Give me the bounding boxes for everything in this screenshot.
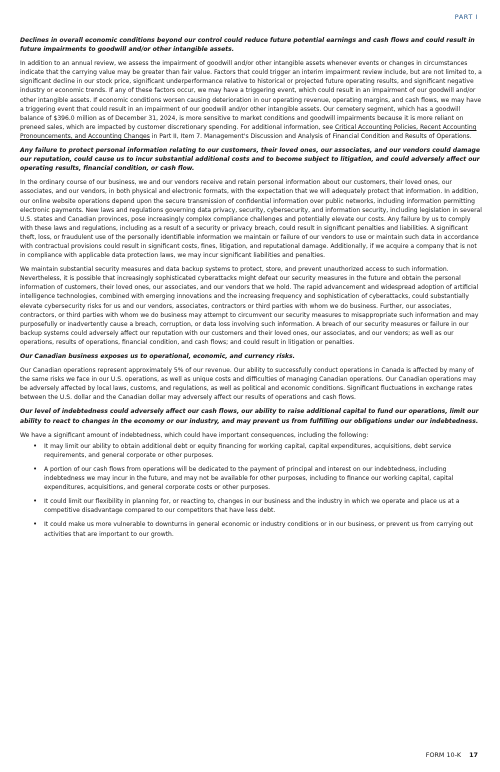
- indebtedness-consequences-list: [20, 442, 482, 539]
- paragraph-goodwill-impairment: [20, 59, 482, 141]
- risk-heading-personal-information: Any failure to protect personal information relating to our customers, their loved ones, our associates, and our vendors could damage our reputation, could cause us to incur substantial additional costs and to become subject to litigation, and could adversely affect our operating results, financial condition, or cash flow.: [20, 147, 480, 173]
- risk-heading-economic-conditions: Declines in overall economic conditions beyond our control could reduce future potential earnings and cash flows and could result in future impairments to goodwill and/or other intangible assets.: [20, 37, 475, 54]
- paragraph-text: In addition to an annual review, we assess the impairment of goodwill and/or other intangible assets whenever events or changes in circumstances indicate that the carrying value may be greater than fair value. Factors that could trigger an interim impairment review include, but are not limited to, a significant decline in our stock price, significant underperformance relative to historical or projected future operating results, and significant negative industry or economic trends. If any of these factors occur, we may have a triggering event, which could result in an impairment of our goodwill and/or other intangible assets. If economic conditions worsen causing deterioration in our operating revenue, operating margins, and cash flows, we may have a triggering event that could result in an impairment of our goodwill and/or other intangible assets. Our cemetery segment, which has a goodwill balance of $396.0 million as of December 31, 2024, is more sensitive to market conditions and goodwill impairments because it is more reliant on preneed sales, which are impacted by customer discretionary spending. For additional information, see: [20, 60, 482, 131]
- bullet-icon: •: [33, 464, 38, 473]
- list-item-text: It may limit our ability to obtain additional debt or equity financing for working capital, capital expenditures, acquisitions, debt service requirements, and general corporate or other purposes.: [44, 442, 452, 459]
- form-label: FORM 10-K: [425, 751, 462, 759]
- critical-accounting-policies-link[interactable]: Critical Accounting Policies, Recent Accounting Pronouncements, and Accounting Changes: [20, 123, 477, 140]
- paragraph-indebtedness-intro: We have a significant amount of indebtedness, which could have important consequences, including the following:: [20, 431, 369, 439]
- risk-heading-canadian-business: Our Canadian business exposes us to operational, economic, and currency risks.: [20, 353, 295, 360]
- page-footer: [426, 751, 478, 759]
- paragraph-personal-information: In the ordinary course of our business, we and our vendors receive and retain personal information about our customers, their loved ones, our associates, and our vendors, in both physical and electronic formats, with the expectation that we will adequately protect that information. In addition, our online website operations depend upon the secure transmission of confidential information over public networks, including information permitting electronic payments. New laws and regulations governing data privacy, security, cybersecurity, and information security, including legislation in several U.S. states and Canadian provinces, pose increasingly complex compliance challenges and potentially elevate our costs. Any failure by us to comply with these laws and regulations, including as a result of a security or privacy breach, could result in significant penalties and liabilities. A significant theft, loss, or fraudulent use of the personally identifiable information we maintain or failure of our vendors to use or maintain such data in accordance with contractual provisions could result in significant costs, fines, litigation, and reputational damage. Additionally, if we acquire a company that is not in compliance with applicable data protection laws, we may incur significant liabilities and penalties.: [20, 179, 482, 260]
- list-item-text: A portion of our cash flows from operations will be dedicated to the payment of principal and interest on our indebtedness, including indebtedness we may incur in the future, and may not be available for other purposes, including to finance our working capital, capital expenditures, acquisitions, and general corporate costs or other purposes.: [44, 465, 454, 492]
- part-label: PART I: [454, 13, 478, 21]
- list-item-text: It could make us more vulnerable to downturns in general economic or industry conditions or in our business, or prevent us from carrying out activities that are important to our growth.: [44, 521, 474, 538]
- list-item: [20, 497, 482, 515]
- bullet-icon: •: [33, 497, 38, 506]
- list-item: [20, 520, 482, 538]
- bullet-icon: •: [33, 520, 38, 529]
- risk-heading-indebtedness: Our level of indebtedness could adversely affect our cash flows, our ability to raise additional capital to fund our operations, limit our ability to react to changes in the economy or our industry, and may prevent us from fulfilling our obligations under our indebtedness.: [20, 408, 479, 425]
- list-item: [20, 442, 482, 460]
- list-item: [20, 465, 482, 492]
- bullet-icon: •: [33, 441, 38, 450]
- list-item-text: It could limit our flexibility in planning for, or reacting to, changes in our business and the industry in which we operate and place us at a competitive disadvantage compared to our competitors that have less debt.: [44, 498, 460, 515]
- document-body: [20, 36, 482, 544]
- paragraph-text: in Part II, Item 7. Management's Discussion and Analysis of Financial Condition and Results of Operations.: [149, 132, 472, 140]
- paragraph-security-measures: We maintain substantial security measures and data backup systems to protect, store, and prevent unauthorized access to such information. Nevertheless, it is possible that increasingly sophisticated cyberattacks might defeat our security measures in the future and obtain the personal information of customers, their loved ones, our associates, and our vendors that we hold. The rapid advancement and widespread adoption of artificial intelligence technologies, combined with emerging innovations and the increasing frequency and sophistication of cyberattacks, could substantially elevate cybersecurity risks for us and our vendors, associates, contractors or third parties with whom we do business. Further, our associates, contractors, or third parties with whom we do business may attempt to circumvent our security measures to misappropriate such information and may purposefully or inadvertently cause a breach, corruption, or data loss involving such information. A breach of our security measures or failure in our backup systems could adversely affect our reputation with our customers and their loved ones, our associates, and our vendors; as well as our operations, results of operations, financial condition, and cash flows; and could result in litigation or penalties.: [20, 266, 479, 346]
- paragraph-canadian-operations: Our Canadian operations represent approximately 5% of our revenue. Our ability to successfully conduct operations in Canada is affected by many of the same risks we face in our U.S. operations, as well as unique costs and difficulties of managing Canadian operations. Our Canadian operations may be adversely affected by local laws, customs, and regulations, as well as political and economic conditions. Significant fluctuations in exchange rates between the U.S. dollar and the Canadian dollar may adversely affect our results of operations and cash flows.: [20, 367, 477, 402]
- page-number: 17: [469, 751, 478, 759]
